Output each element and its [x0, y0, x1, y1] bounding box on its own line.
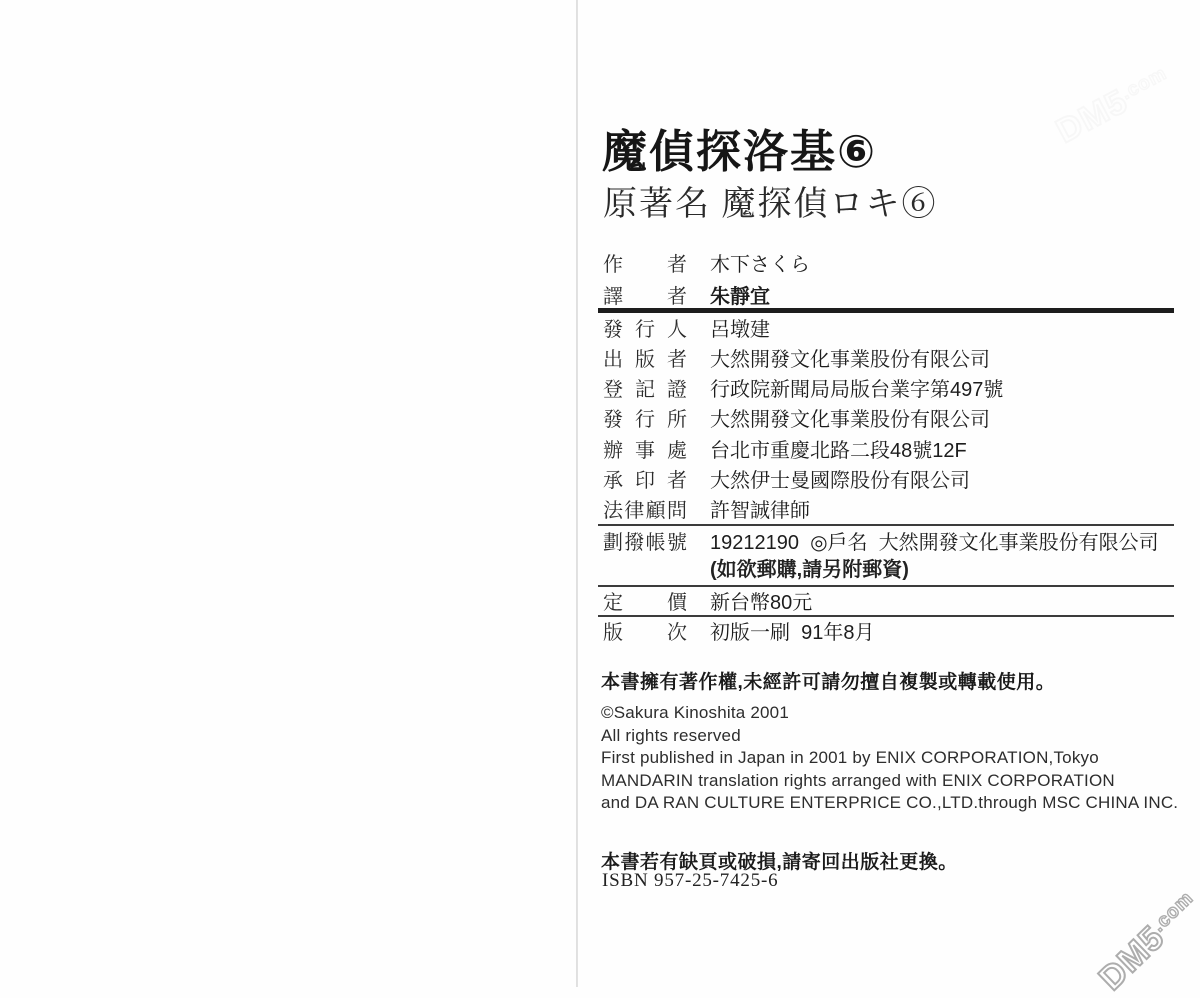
info-row-registration — [603, 377, 1178, 403]
info-value: 大然開發文化事業股份有限公司 — [710, 409, 990, 431]
page-fold-line — [576, 0, 578, 987]
info-row-office — [603, 438, 1178, 464]
info-label: 定 價 — [603, 592, 687, 614]
dm5-watermark — [1092, 885, 1200, 998]
info-label: 辦 事 處 — [603, 440, 687, 462]
info-value: 呂墩建 — [710, 319, 770, 341]
isbn-text: ISBN 957-25-7425-6 — [602, 870, 779, 891]
watermark-brand: DM5 — [1050, 82, 1134, 151]
info-label: 劃 撥 帳 號 — [603, 532, 687, 554]
watermark-suffix: .com — [1117, 62, 1171, 105]
credit-label: 譯 者 — [603, 286, 687, 308]
divider-rule — [598, 585, 1174, 587]
info-row-printer — [603, 468, 1178, 494]
credit-value: 木下さくら — [710, 254, 810, 276]
credit-row-translator — [603, 284, 1178, 310]
info-value: 19212190 ◎戶名 大然開發文化事業股份有限公司 — [710, 532, 1159, 554]
dm5-watermark-faint — [1050, 59, 1177, 151]
info-row-edition — [603, 620, 1178, 646]
info-label: 法 律 顧 問 — [603, 500, 687, 522]
info-value: 台北市重慶北路二段48號12F — [710, 440, 967, 462]
credit-value: 朱靜宜 — [710, 286, 770, 308]
copyright-line: and DA RAN CULTURE ENTERPRICE CO.,LTD.through MSC CHINA INC. — [601, 793, 1179, 812]
info-row-publisher-person — [603, 317, 1178, 343]
return-notice: 本書若有缺頁或破損,請寄回出版社更換。 — [601, 852, 958, 873]
info-value: 大然開發文化事業股份有限公司 — [710, 349, 990, 371]
mail-order-note: (如欲郵購,請另附郵資) — [710, 559, 909, 581]
copyright-line: MANDARIN translation rights arranged with ENIX CORPORATION — [601, 771, 1115, 790]
info-value: 許智誠律師 — [710, 500, 810, 522]
divider-rule — [598, 524, 1174, 526]
book-title: 魔偵探洛基⑥ — [602, 126, 878, 177]
info-label: 登 記 證 — [603, 379, 687, 401]
info-label: 發 行 所 — [603, 409, 687, 431]
info-row-postal-account — [603, 530, 1178, 556]
info-value: 行政院新聞局局版台業字第497號 — [710, 379, 1004, 401]
copyright-notice-zh: 本書擁有著作權,未經許可請勿擅自複製或轉載使用。 — [601, 672, 1056, 693]
watermark-suffix: .com — [1148, 887, 1198, 937]
copyright-line: First published in Japan in 2001 by ENIX CORPORATION,Tokyo — [601, 748, 1099, 767]
info-row-issuer — [603, 407, 1178, 433]
copyright-line: ©Sakura Kinoshita 2001 — [601, 703, 789, 722]
info-label: 發 行 人 — [603, 319, 687, 341]
info-value: 大然伊士曼國際股份有限公司 — [710, 470, 970, 492]
divider-rule — [598, 615, 1174, 617]
info-label: 承 印 者 — [603, 470, 687, 492]
copyright-line: All rights reserved — [601, 726, 741, 745]
divider-rule-thick — [598, 308, 1174, 313]
info-label: 出 版 者 — [603, 349, 687, 371]
original-title: 原著名 魔探偵ロキ⑥ — [603, 186, 938, 223]
watermark-brand: DM5 — [1091, 918, 1172, 998]
info-value: 初版一刷 91年8月 — [710, 622, 875, 644]
info-row-price — [603, 590, 1178, 616]
info-label: 版 次 — [603, 622, 687, 644]
credit-row-author — [603, 252, 1178, 278]
info-value: 新台幣80元 — [710, 592, 813, 614]
credit-label: 作 者 — [603, 254, 687, 276]
info-row-publisher — [603, 347, 1178, 373]
info-row-legal-advisor — [603, 498, 1178, 524]
